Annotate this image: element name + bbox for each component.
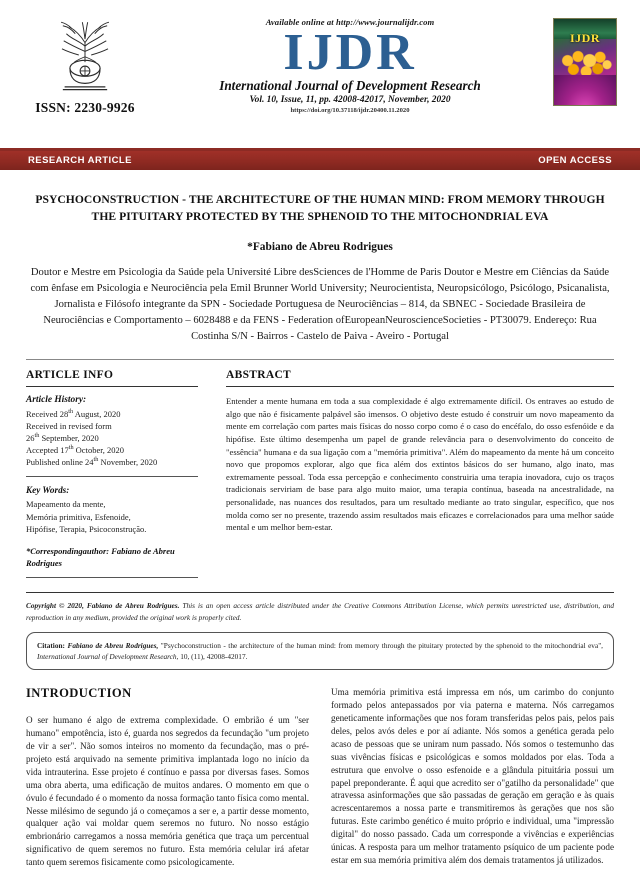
citation-journal: International Journal of Development Research, [37, 651, 179, 661]
body-column-left [26, 686, 309, 869]
issn-label: ISSN: 2230-9926 [35, 100, 135, 115]
abstract-heading: ABSTRACT [226, 369, 292, 382]
history-line: 26th September, 2020 [26, 432, 99, 444]
cover-bottom-graphic [554, 75, 616, 105]
copyright-holder: Copyright © 2020, Fabiano de Abreu Rodrigues. [26, 601, 180, 611]
history-line: Published online 24th November, 2020 [26, 456, 158, 468]
page-title: PSYCHOCONSTRUCTION - THE ARCHITECTURE OF THE HUMAN MIND: FROM MEMORY THROUGH THE PITUITARY PROTECTED BY THE SPHENOID TO THE MITOCHONDRIAL EVA [35, 193, 605, 223]
citation-author: Fabiano de Abreu Rodrigues, [64, 640, 159, 650]
tree-logo-icon [45, 16, 125, 94]
citation-title: "Psychoconstruction - the architecture of the human mind: from memory through the pituitary protected by the sphenoid to the mitochondrial eva", [158, 640, 603, 650]
article-info-rule [26, 386, 198, 387]
open-access-label: OPEN ACCESS [538, 155, 612, 166]
keyword-line: Memória primitiva, Esfenoide, [26, 511, 131, 522]
corresponding-author: *Correspondingauthor: Fabiano de Abreu Rodrigues [26, 546, 175, 569]
author-affiliation: Doutor e Mestre em Psicologia da Saúde pela Université Libre desSciences de l'Homme de Paris Doutor e Mestre em Ciências da Saúde com ênfase em Psicologia e Neurociência pela Emil Brunner World University; Neurocientista, Neuropsicólogo, Psicólogo, Psicanalista, Jornalista e Filósofo integrante da SPN - Sociedade Portuguesa de Neurociências – 814, da SBNEC - Sociedade Brasileira de Neurociências e Comportamento – 6028488 e da FENS - Federation ofEuropeanNeuroscienceSocieties - PT30079. Endereço: Rua Costinha S/N - Bairros - Castelo de Paiva - Aveiro - Portugal [30, 266, 610, 342]
citation-box [26, 632, 614, 671]
copyright-notice [26, 600, 614, 622]
abstract-text: Entender a mente humana em toda a sua complexidade é algo extremamente difícil. Os entraves ao estudo de algo que não é fisicamente palpável são imensos. O objetivo deste estudo é construir um novo mapeamento da mente em correlação com partes mais físicas do nosso corpo como é o caso do encéfalo, do osso esfenóide e da hipófise. Este último desempenha um papel de grande relevância para o desenvolvimento do conceito de "essência" humana e da sua ligação com a "memória primitiva". Além do mapeamento da mente há um conceito novo que propomos explorar, algo que fica além dos extintos básicos do ser humano, algo inato, mas extremamente pessoal. Toda essa percepção e conhecimento construiria uma terapia inovadora, cujo os traços tradicionais serviriam de base para algo muito maior, uma terapia contínua, baseada na ancestralidade, na personalidade, nas nuances dos resultados, para um resultado mediante ao trato singular, específico, que nos molda como ser no presente, trazendo assim resultados mais eficazes e correlacionados para uma melhor saúde mental e um melhor bem-estar. [226, 396, 614, 533]
history-line: Accepted 17th October, 2020 [26, 444, 124, 456]
page-content [0, 192, 640, 869]
info-abstract-columns [26, 360, 614, 586]
journal-logo-text: IJDR [283, 24, 417, 81]
history-line: Received 28th August, 2020 [26, 408, 121, 420]
masthead-center [170, 0, 530, 114]
author-name: *Fabiano de Abreu Rodrigues [247, 240, 393, 253]
introduction-paragraph-right: Uma memória primitiva está impressa em nós, um carimbo do conjunto formado pelos antepassados por via paterna e materna. Nós carregamos geneticamente informações que nos foram transferidas pelos pais, pelos pais deles, pelos avós deles e por aí adiante. Nós somos a genética gerada pelo acaso de pessoas que se uniram num passado. Nós somos o testemunho das suas vivências físicas e psicológicas e somos moldados por elas. Toda a estrutura que envolve o osso esfenoide e a glândula pituitária possui um papel preponderante. É aqui que acredito ser o"gatilho da personalidade" que atravessa asinformações que são passadas de geração em geração e às quais acrescentaremos a nossa parte e transmitiremos às gerações que nos são futuras. Este carimbo genético é muito próprio e individual, uma "impressão digital" do nosso passado. Cada um corresponde a vivências e experiências únicas. A resposta para um melhor tratamento psíquico de um paciente pode estar em sua memória primitiva além dos demais tratamentos já utilizados. [331, 687, 614, 865]
masthead-left [0, 0, 170, 116]
article-info-heading: ARTICLE INFO [26, 369, 114, 382]
article-type-bar [0, 151, 640, 170]
doi-link[interactable]: https://doi.org/10.37118/ijdr.20400.11.2020 [290, 107, 410, 115]
keywords-label: Key Words: [26, 485, 70, 496]
abstract-rule [226, 386, 614, 387]
history-keywords-divider [26, 476, 198, 477]
journal-cover-thumbnail [553, 18, 617, 106]
introduction-heading: INTRODUCTION [26, 686, 132, 701]
citation-label: Citation: [37, 640, 65, 650]
introduction-paragraph-left: O ser humano é algo de extrema complexidade. O embrião é um "ser humano" empotência, isto é, guarda nos segredos da fecundação "um projeto de vir a ser". Não somos inteiros no momento da fecundação, mas o pré-projeto está arquivado na semente primitiva implantada logo no início da vida intrauterina. Esse projeto é contínuo e passa por diversas fases. Somos uma obra aberta, uma edificação de muitos andares. O momento em que o óvulo é fecundado é o momento da nossa formação tanto física como mental. Nesse milésimo de segundo já o começamos a ser e, a partir desse momento, qualquer ação vai moldar quem seremos no futuro. No nosso estágio embrionário carregamos a nossa memória genética que traça um percentual significativo de quem seremos no futuro. Esta memória celular irá afetar tanto quem seremos fisicamente como psicologicamente. [26, 715, 309, 868]
keyword-line: Mapeamento da mente, [26, 499, 106, 510]
body-columns [26, 686, 614, 869]
journal-volume-issue: Vol. 10, Issue, 11, pp. 42008-42017, November, 2020 [249, 95, 451, 106]
copyright-top-rule [26, 592, 614, 593]
article-history-label: Article History: [26, 395, 87, 406]
article-info-column [26, 360, 212, 586]
citation-locator: 10, (11), 42008-42017. [178, 651, 248, 661]
available-online-link[interactable]: Available online at http://www.journalijdr.com [265, 17, 435, 27]
abstract-column [212, 360, 614, 586]
cover-title-text: IJDR [569, 31, 600, 45]
research-article-label: RESEARCH ARTICLE [28, 155, 132, 166]
journal-masthead [0, 0, 640, 148]
masthead-right [530, 0, 640, 106]
body-column-right [331, 686, 614, 869]
history-line: Received in revised form [26, 421, 112, 432]
copyright-license-text: This is an open access article distributed under the Creative Commons Attribution License, which permits unrestricted use, distribution, and reproduction in any medium, provided the original work is properly cited. [26, 601, 614, 622]
keyword-line: Hipófise, Terapia, Psicoconstrução. [26, 524, 147, 534]
info-bottom-divider [26, 577, 198, 578]
journal-full-name: International Journal of Development Research [219, 78, 481, 94]
